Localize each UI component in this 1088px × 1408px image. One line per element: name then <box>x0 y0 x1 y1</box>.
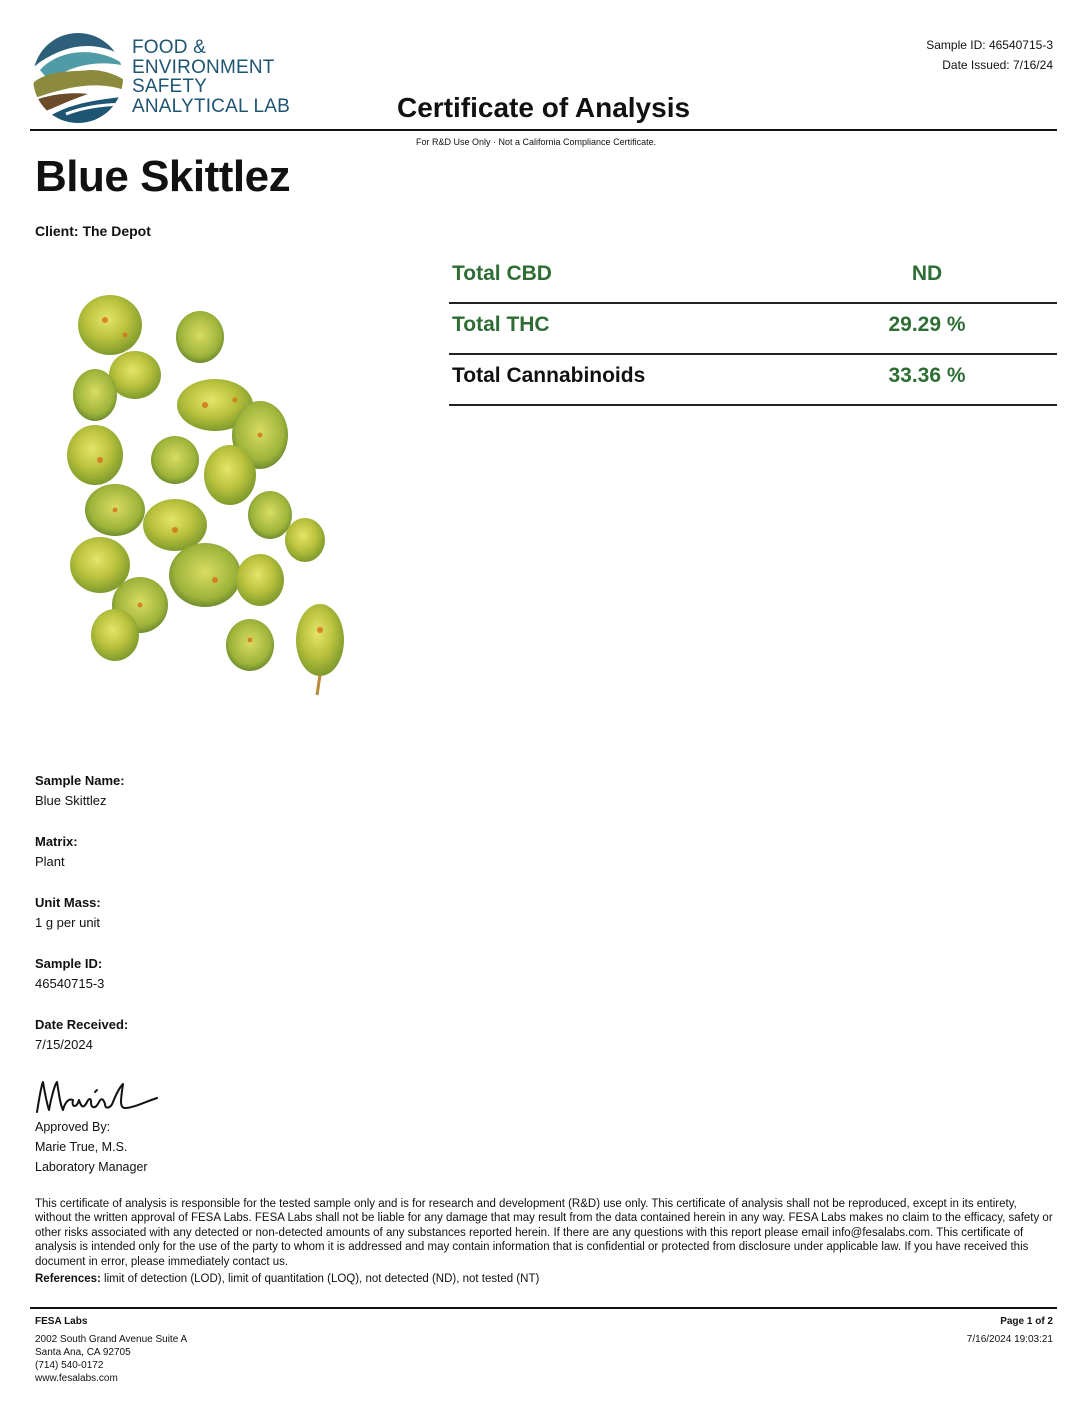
header-date-issued: Date Issued: 7/16/24 <box>942 58 1053 72</box>
disclaimer-text: This certificate of analysis is responsible for the tested sample only and is for research and development (R&D) use only. This certificate of analysis shall not be reproduced, except in its entirety, without the written approval of FESA Labs. FESA Labs shall not be liable for any damage that may result from the data contained herein in any way. FESA Labs makes no claim to the efficacy, safety or other risks associated with any detected or non-detected amounts of any substances reported herein. If there are any questions with this report please email info@fesalabs.com. This certificate of analysis is intended only for the use of the party to whom it is addressed and may contain information that is confidential or protected from disclosure under applicable law. If you have received this document in error, please immediately contact us. <box>35 1198 1053 1268</box>
detail-value: 7/15/2024 <box>35 1037 93 1052</box>
header-sample-id: Sample ID: 46540715-3 <box>926 38 1053 52</box>
approval-label: Approved By: <box>35 1120 111 1134</box>
footer-timestamp: 7/16/2024 19:03:21 <box>966 1334 1053 1345</box>
detail-unit-mass <box>35 894 128 955</box>
detail-label: Matrix: <box>35 834 78 849</box>
detail-label: Sample Name: <box>35 773 125 788</box>
product-photo <box>55 285 365 705</box>
footer-address-line-2: Santa Ana, CA 92705 <box>35 1347 131 1358</box>
signature-image <box>33 1072 163 1122</box>
summary-label: Total Cannabinoids <box>452 364 646 387</box>
detail-value: 46540715-3 <box>35 976 105 991</box>
product-name: Blue Skittlez <box>35 152 291 201</box>
footer-divider <box>30 1307 1057 1309</box>
approver-name: Marie True, M.S. <box>35 1140 128 1154</box>
header-meta <box>926 35 1053 75</box>
document-title: Certificate of Analysis <box>397 92 691 123</box>
footer-meta <box>967 1315 1053 1346</box>
detail-label: Unit Mass: <box>35 895 101 910</box>
sample-details <box>35 772 128 1077</box>
references-label: References: <box>35 1273 101 1285</box>
detail-value: Blue Skittlez <box>35 793 107 808</box>
footer-company: FESA Labs <box>35 1316 88 1327</box>
summary-value: 29.29 % <box>888 313 966 336</box>
compliance-note: For R&D Use Only · Not a California Compliance Certificate. <box>416 137 657 147</box>
footer-website: www.fesalabs.com <box>35 1373 118 1384</box>
detail-label: Sample ID: <box>35 956 103 971</box>
lab-name-line-1: FOOD & <box>132 37 207 58</box>
references-text: limit of detection (LOD), limit of quantitation (LOQ), not detected (ND), not tested (NT) <box>104 1273 540 1285</box>
detail-value: Plant <box>35 854 65 869</box>
client-name: Client: The Depot <box>35 223 151 239</box>
references <box>35 1273 539 1285</box>
summary-row-total-thc <box>449 305 1057 355</box>
detail-matrix <box>35 833 128 894</box>
header-divider <box>30 129 1057 131</box>
lab-name-line-3: SAFETY <box>132 76 208 97</box>
page-number: Page 1 of 2 <box>1000 1316 1053 1327</box>
summary-row-total-cbd <box>449 254 1057 304</box>
detail-sample-name <box>35 772 128 833</box>
lab-name <box>132 38 290 116</box>
fesa-logo-mark <box>30 30 130 128</box>
cannabinoid-summary <box>449 254 1057 407</box>
summary-value: ND <box>911 262 943 285</box>
summary-row-total-cannabinoids <box>449 356 1057 406</box>
detail-label: Date Received: <box>35 1017 129 1032</box>
footer-phone: (714) 540-0172 <box>35 1360 104 1371</box>
summary-label: Total CBD <box>452 262 552 285</box>
lab-name-line-2: ENVIRONMENT <box>132 56 275 78</box>
summary-label: Total THC <box>452 313 550 336</box>
footer-address-line-1: 2002 South Grand Avenue Suite A <box>35 1334 188 1345</box>
approval-block <box>35 1117 148 1177</box>
detail-date-received <box>35 1016 128 1077</box>
approver-title: Laboratory Manager <box>35 1160 148 1174</box>
summary-value: 33.36 % <box>888 364 966 387</box>
footer-address <box>35 1315 187 1385</box>
detail-sample-id <box>35 955 128 1016</box>
lab-name-line-4: ANALYTICAL LAB <box>132 95 291 117</box>
detail-value: 1 g per unit <box>35 915 101 930</box>
